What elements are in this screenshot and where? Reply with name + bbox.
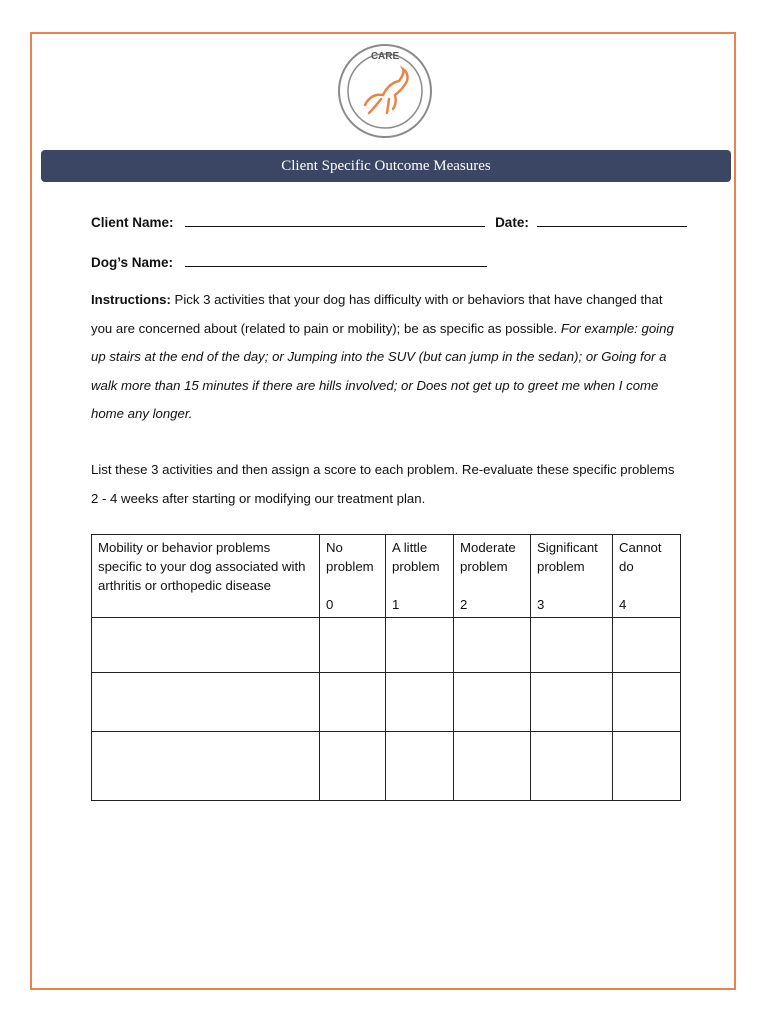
instructions-example: For example: going up stairs at the end of the day; or Jumping into the SUV (but can jump in the sedan); or Going for a walk more than 15 minutes if there are hills involved; or Does not get up to greet me when I come home any longer. — [91, 320, 674, 421]
problem-cell[interactable] — [92, 732, 320, 801]
score-cell[interactable] — [320, 732, 386, 801]
dog-name-field[interactable] — [185, 254, 487, 267]
column-header-significant-problem: Significant problem 3 — [531, 535, 613, 618]
score-cell[interactable] — [531, 618, 613, 673]
score-value: 2 — [460, 597, 468, 612]
score-cell[interactable] — [386, 732, 454, 801]
score-value: 4 — [619, 597, 627, 612]
problem-cell[interactable] — [92, 673, 320, 732]
instructions-text: Pick 3 activities that your dog has difficulty with or behaviors that have changed that you are concerned about (related to pain or mobility); be as specific as possible. — [91, 292, 663, 336]
score-cell[interactable] — [613, 618, 681, 673]
score-cell[interactable] — [386, 618, 454, 673]
outcome-table — [91, 534, 681, 801]
score-cell[interactable] — [454, 673, 531, 732]
column-header-cannot-do: Cannot do 4 — [613, 535, 681, 618]
client-name-field[interactable] — [185, 214, 485, 227]
table-row — [92, 732, 681, 801]
score-cell[interactable] — [454, 732, 531, 801]
score-cell[interactable] — [320, 673, 386, 732]
score-cell[interactable] — [386, 673, 454, 732]
table-row — [92, 673, 681, 732]
score-cell[interactable] — [613, 673, 681, 732]
dog-name-row — [91, 254, 487, 270]
score-cell[interactable] — [613, 732, 681, 801]
column-header-little-problem: A little problem 1 — [386, 535, 454, 618]
client-name-row — [91, 214, 687, 230]
column-header-moderate-problem: Moderate problem 2 — [454, 535, 531, 618]
score-value: 0 — [326, 597, 334, 612]
column-header-no-problem: No problem 0 — [320, 535, 386, 618]
score-cell[interactable] — [531, 673, 613, 732]
list-instructions: List these 3 activities and then assign a score to each problem. Re-evaluate these specific problems 2 - 4 weeks after starting or modifying our treatment plan. — [91, 462, 675, 506]
score-cell[interactable] — [320, 618, 386, 673]
score-cell[interactable] — [454, 618, 531, 673]
page-title-banner — [41, 150, 731, 182]
score-cell[interactable] — [531, 732, 613, 801]
instructions-paragraph — [91, 286, 681, 429]
dog-name-label: Dog’s Name: — [91, 255, 174, 270]
score-value: 1 — [392, 597, 400, 612]
table-row — [92, 618, 681, 673]
client-name-label: Client Name: — [91, 215, 174, 230]
date-field[interactable] — [537, 214, 687, 227]
problem-cell[interactable] — [92, 618, 320, 673]
instructions-label: Instructions: — [91, 292, 171, 307]
problem-header: Mobility or behavior problems specific to your dog associated with arthritis or orthopedic disease — [92, 535, 320, 618]
date-label: Date: — [495, 215, 529, 230]
score-value: 3 — [537, 597, 545, 612]
page-title: Client Specific Outcome Measures — [281, 158, 491, 174]
care-logo — [337, 43, 433, 139]
table-header-row — [92, 535, 681, 618]
logo-text: CARE — [370, 51, 400, 62]
